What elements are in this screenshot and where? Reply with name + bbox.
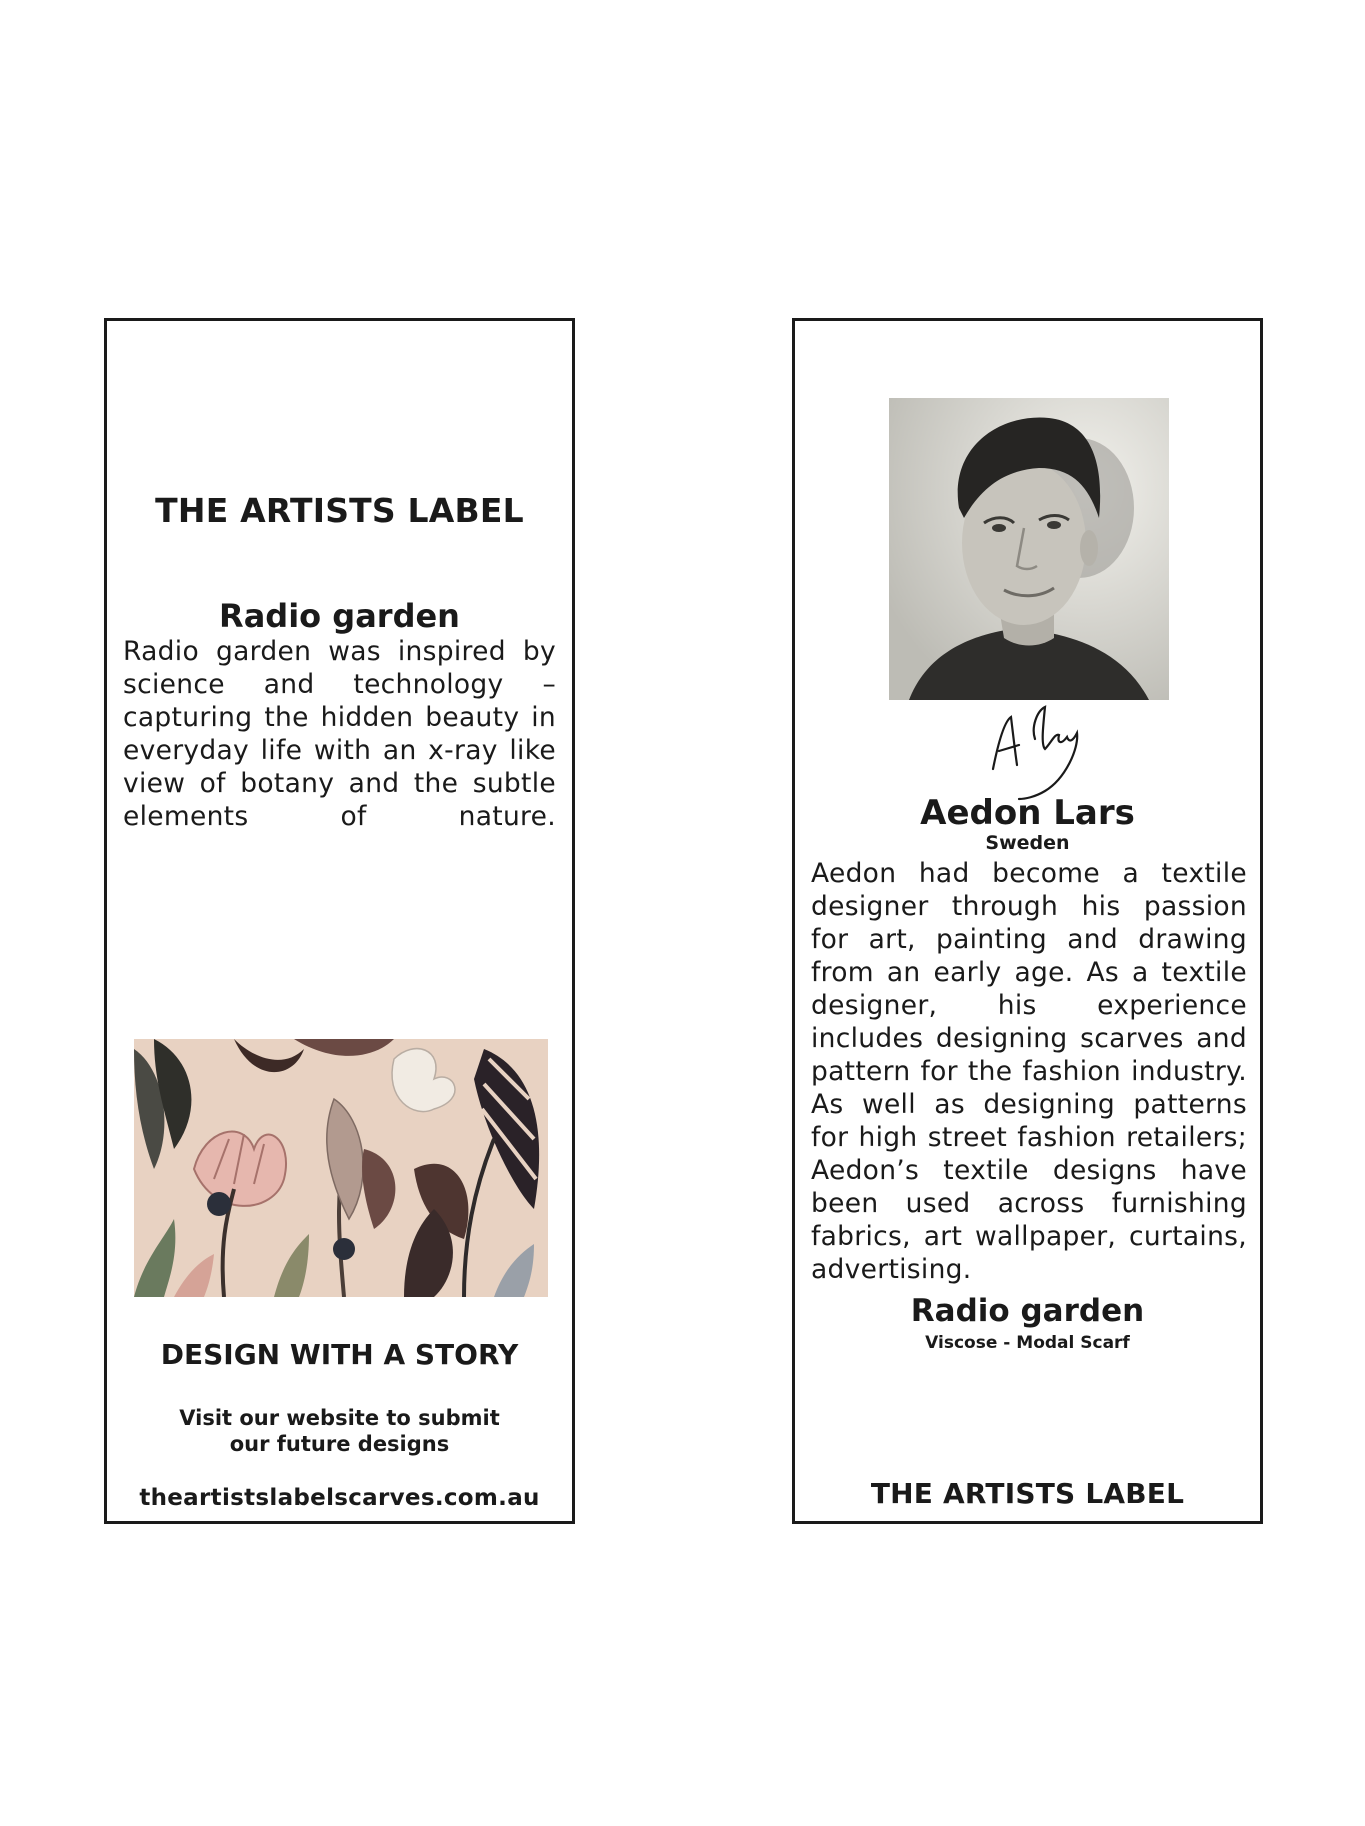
signature-icon	[985, 699, 1095, 805]
artist-name: Aedon Lars	[920, 793, 1135, 833]
left-hang-tag	[104, 318, 575, 1524]
product-material: Viscose - Modal Scarf	[925, 1333, 1130, 1353]
cta-line-2: our future designs	[229, 1432, 450, 1456]
website-link[interactable]: theartistslabelscarves.com.au	[139, 1485, 540, 1511]
scarf-pattern-image	[134, 1039, 548, 1297]
cta-line-1: Visit our website to submit	[179, 1406, 500, 1430]
design-title: Radio garden	[219, 597, 460, 635]
brand-heading: THE ARTISTS LABEL	[155, 491, 524, 530]
artist-portrait-photo	[889, 398, 1169, 700]
artist-bio: Aedon had become a textile designer through his passion for art, painting and drawing from an early age. As a textile designer, his experience includes designing scarves and pattern for the fashion industry. As well as designing patterns for high street fashion retailers; Aedon’s textile designs have been used across furnishing fabrics, art wallpaper, curtains, advertising.	[811, 858, 1247, 1285]
product-title: Radio garden	[910, 1293, 1145, 1329]
tagline-heading: DESIGN WITH A STORY	[160, 1338, 519, 1371]
brand-footer: THE ARTISTS LABEL	[870, 1477, 1185, 1510]
artist-country: Sweden	[985, 832, 1070, 854]
design-description: Radio garden was inspired by science and technology – capturing the hidden beauty in everyday life with an x-ray like view of botany and the subtle elements of nature.	[123, 636, 556, 832]
right-hang-tag	[792, 318, 1263, 1524]
